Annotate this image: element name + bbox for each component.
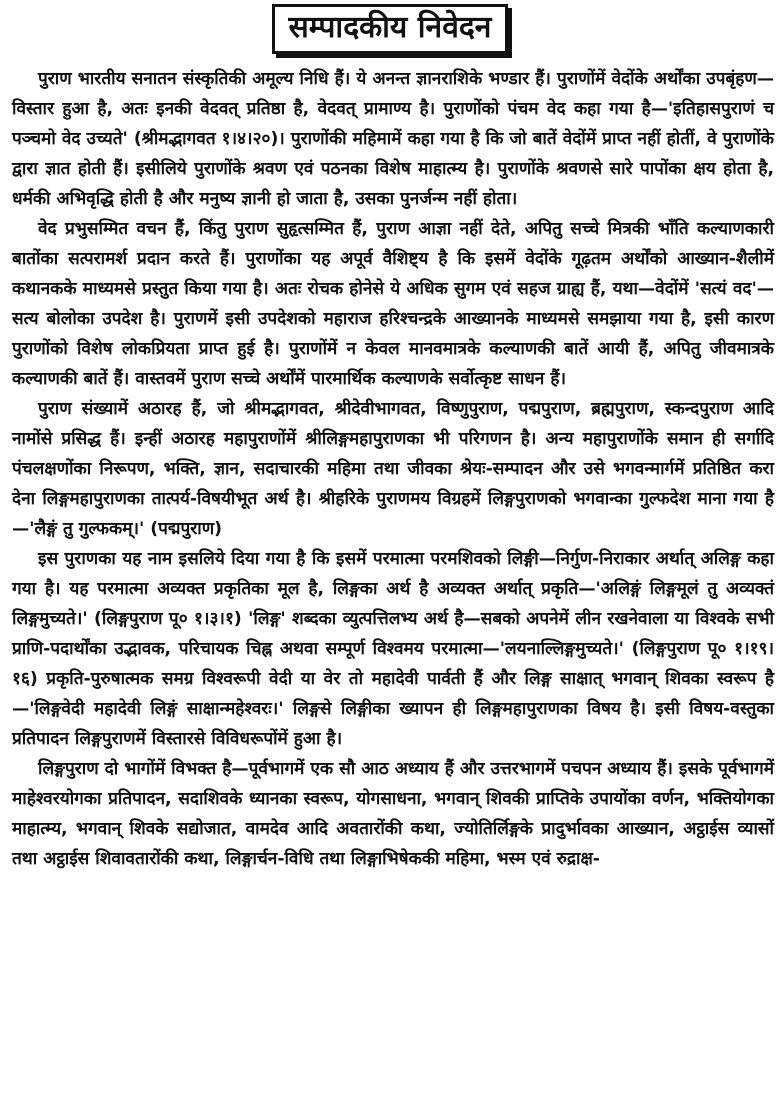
page-title: सम्पादकीय निवेदन — [272, 4, 509, 54]
paragraph-1: पुराण भारतीय सनातन संस्कृतिकी अमूल्य निधि हैं। ये अनन्त ज्ञानराशिके भण्डार हैं। पुराणोंमें वेदोंके अर्थोंका उपबृंहण—विस्तार हुआ है, अतः इनकी वेदवत् प्रतिष्ठा है, वेदवत् प्रामाण्य है। पुराणोंको पंचम वेद कहा गया है—'इतिहासपुराणं च पञ्चमो वेद उच्यते' (श्रीमद्भागवत १।४।२०)। पुराणोंकी महिमामें कहा गया है कि जो बातें वेदोंमें प्राप्त नहीं होतीं, वे पुराणोंके द्वारा ज्ञात होती हैं। इसीलिये पुराणोंके श्रवण एवं पठनका विशेष माहात्म्य है। पुराणोंके श्रवणसे सारे पापोंका क्षय होता है, धर्मकी अभिवृद्धि होती है और मनुष्य ज्ञानी हो जाता है, उसका पुनर्जन्म नहीं होता। — [12, 69, 774, 209]
title-area — [0, 4, 780, 54]
paragraph-4: इस पुराणका यह नाम इसलिये दिया गया है कि इसमें परमात्मा परमशिवको लिङ्गी—निर्गुण-निराकार अर्थात् अलिङ्ग कहा गया है। यह परमात्मा अव्यक्त प्रकृतिका मूल है, लिङ्गका अर्थ है अव्यक्त अर्थात् प्रकृति—'अलिङ्गं लिङ्गमूलं तु अव्यक्तं लिङ्गमुच्यते।' (लिङ्गपुराण पू० १।३।१) 'लिङ्ग' शब्दका व्युत्पत्तिलभ्य अर्थ है—सबको अपनेमें लीन रखनेवाला या विश्वके सभी प्राणि-पदार्थोंका उद्भावक, परिचायक चिह्न अथवा सम्पूर्ण विश्वमय परमात्मा—'लयनाल्लिङ्गमुच्यते।' (लिङ्गपुराण पू० १।१९।१६) प्रकृति-पुरुषात्मक समग्र विश्वरूपी वेदी या वेर तो महादेवी पार्वती हैं और लिङ्ग साक्षात् भगवान् शिवका स्वरूप है—'लिङ्गवेदी महादेवी लिङ्गं साक्षान्महेश्वरः।' लिङ्गसे लिङ्गीका ख्यापन ही लिङ्गमहापुराणका विषय है। इसी विषय-वस्तुका प्रतिपादन लिङ्गपुराणमें विस्तारसे विविधरूपोंमें हुआ है। — [12, 549, 774, 749]
paragraph-2: वेद प्रभुसम्मित वचन हैं, किंतु पुराण सुहृत्सम्मित हैं, पुराण आज्ञा नहीं देते, अपितु सच्चे मित्रकी भाँति कल्याणकारी बातोंका सत्परामर्श प्रदान करते हैं। पुराणोंका यह अपूर्व वैशिष्ट्य है कि इसमें वेदोंके गूढ़तम अर्थोंको आख्यान-शैलीमें कथानकके माध्यमसे प्रस्तुत किया गया है। अतः रोचक होनेसे ये अधिक सुगम एवं सहज ग्राह्य हैं, यथा—वेदोंमें 'सत्यं वद'—सत्य बोलोका उपदेश है। पुराणमें इसी उपदेशको महाराज हरिश्चन्द्रके आख्यानके माध्यमसे समझाया गया है, इसी कारण पुराणोंको विशेष लोकप्रियता प्राप्त हुई है। पुराणोंमें न केवल मानवमात्रके कल्याणकी बातें आयी हैं, अपितु जीवमात्रके कल्याणकी बातें हैं। वास्तवमें पुराण सच्चे अर्थोंमें पारमार्थिक कल्याणके सर्वोत्कृष्ट साधन हैं। — [12, 219, 774, 389]
paragraph-3: पुराण संख्यामें अठारह हैं, जो श्रीमद्भागवत, श्रीदेवीभागवत, विष्णुपुराण, पद्मपुराण, ब्रह्मपुराण, स्कन्दपुराण आदि नामोंसे प्रसिद्ध हैं। इन्हीं अठारह महापुराणोंमें श्रीलिङ्गमहापुराणका भी परिगणन है। अन्य महापुराणोंके समान ही सर्गादि पंचलक्षणोंका निरूपण, भक्ति, ज्ञान, सदाचारकी महिमा तथा जीवका श्रेयः-सम्पादन और उसे भगवन्मार्गमें प्रतिष्ठित करा देना लिङ्गमहापुराणका तात्पर्य-विषयीभूत अर्थ है। श्रीहरिके पुराणमय विग्रहमें लिङ्गपुराणको भगवान्का गुल्फदेश माना गया है—'लैङ्गं तु गुल्फकम्।' (पद्मपुराण) — [12, 399, 774, 539]
body-text — [12, 64, 774, 874]
paragraph-5: लिङ्गपुराण दो भागोंमें विभक्त है—पूर्वभागमें एक सौ आठ अध्याय हैं और उत्तरभागमें पचपन अध्याय हैं। इसके पूर्वभागमें माहेश्वरयोगका प्रतिपादन, सदाशिवके ध्यानका स्वरूप, योगसाधना, भगवान् शिवकी प्राप्तिके उपायोंका वर्णन, भक्तियोगका माहात्म्य, भगवान् शिवके सद्योजात, वामदेव आदि अवतारोंकी कथा, ज्योतिर्लिङ्गके प्रादुर्भावका आख्यान, अट्ठाईस व्यासों तथा अट्ठाईस शिवावतारोंकी कथा, लिङ्गार्चन-विधि तथा लिङ्गाभिषेककी महिमा, भस्म एवं रुद्राक्ष- — [12, 759, 774, 869]
